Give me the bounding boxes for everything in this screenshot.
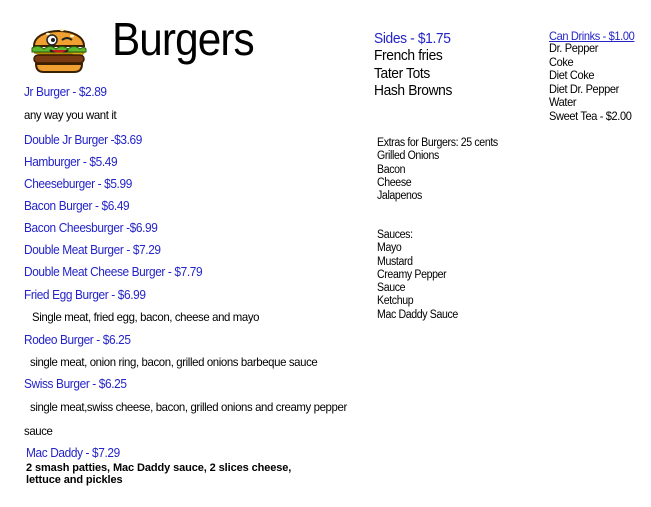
menu-item-desc: any way you want it xyxy=(24,108,117,122)
menu-item-double-meat-cheese-burger: Double Meat Cheese Burger - $7.79 xyxy=(24,265,203,279)
menu-item-hamburger: Hamburger - $5.49 xyxy=(24,155,118,169)
menu-item-desc-continued: sauce xyxy=(24,424,53,438)
list-item: Cheese xyxy=(377,176,412,189)
menu-item-rodeo-burger: Rodeo Burger - $6.25 xyxy=(24,333,131,347)
menu-item-desc: Single meat, fried egg, bacon, cheese and mayo xyxy=(32,310,260,324)
list-item: Coke xyxy=(549,54,574,69)
menu-item-fried-egg-burger: Fried Egg Burger - $6.99 xyxy=(24,288,146,302)
drinks-list xyxy=(549,42,632,123)
extras-heading: Extras for Burgers: 25 cents xyxy=(377,137,498,149)
list-item: Grilled Onions xyxy=(377,150,439,163)
menu-item-mac-daddy: Mac Daddy - $7.29 xyxy=(26,446,120,460)
sauces-heading: Sauces: xyxy=(377,229,413,241)
list-item: Hash Browns xyxy=(374,82,453,99)
list-item: Ketchup xyxy=(377,295,414,308)
menu-item-bacon-burger: Bacon Burger - $6.49 xyxy=(24,199,130,213)
list-item: Mayo xyxy=(377,242,402,255)
list-item: Tater Tots xyxy=(374,64,430,82)
menu-item-jr-burger: Jr Burger - $2.89 xyxy=(24,85,107,99)
menu-item-desc: single meat, onion ring, bacon, grilled onions barbeque sauce xyxy=(30,355,318,369)
list-item: Mac Daddy Sauce xyxy=(377,308,458,321)
list-item: Mustard xyxy=(377,255,413,268)
sauces-list xyxy=(377,229,458,322)
menu-item-cheeseburger: Cheeseburger - $5.99 xyxy=(24,177,132,191)
list-item: Sauce xyxy=(377,282,406,295)
page-title: Burgers xyxy=(112,13,254,65)
menu-item-double-meat-burger: Double Meat Burger - $7.29 xyxy=(24,243,161,257)
drinks-heading: Can Drinks - $1.00 xyxy=(549,29,635,43)
list-item: Jalapenos xyxy=(377,190,422,203)
list-item: Creamy Pepper xyxy=(377,268,447,281)
list-item: Sweet Tea - $2.00 xyxy=(549,108,632,123)
sides-heading: Sides - $1.75 xyxy=(374,30,451,47)
menu-item-desc: 2 smash patties, Mac Daddy sauce, 2 slices cheese, lettuce and pickles xyxy=(26,462,292,486)
burger-mascot-icon xyxy=(28,16,90,78)
menu-item-swiss-burger: Swiss Burger - $6.25 xyxy=(24,377,127,391)
list-item: French fries xyxy=(374,47,443,64)
list-item: Dr. Pepper xyxy=(549,41,599,55)
list-item: Bacon xyxy=(377,163,406,176)
sides-list xyxy=(374,47,452,100)
list-item: Diet Dr. Pepper xyxy=(549,81,619,96)
menu-item-double-jr-burger: Double Jr Burger -$3.69 xyxy=(24,133,143,147)
list-item: Diet Coke xyxy=(549,68,595,82)
menu-item-desc: single meat,swiss cheese, bacon, grilled onions and creamy pepper xyxy=(30,400,347,414)
menu-item-bacon-cheeseburger: Bacon Cheesburger -$6.99 xyxy=(24,221,158,235)
list-item: Water xyxy=(549,95,577,109)
extras-list xyxy=(377,137,498,203)
